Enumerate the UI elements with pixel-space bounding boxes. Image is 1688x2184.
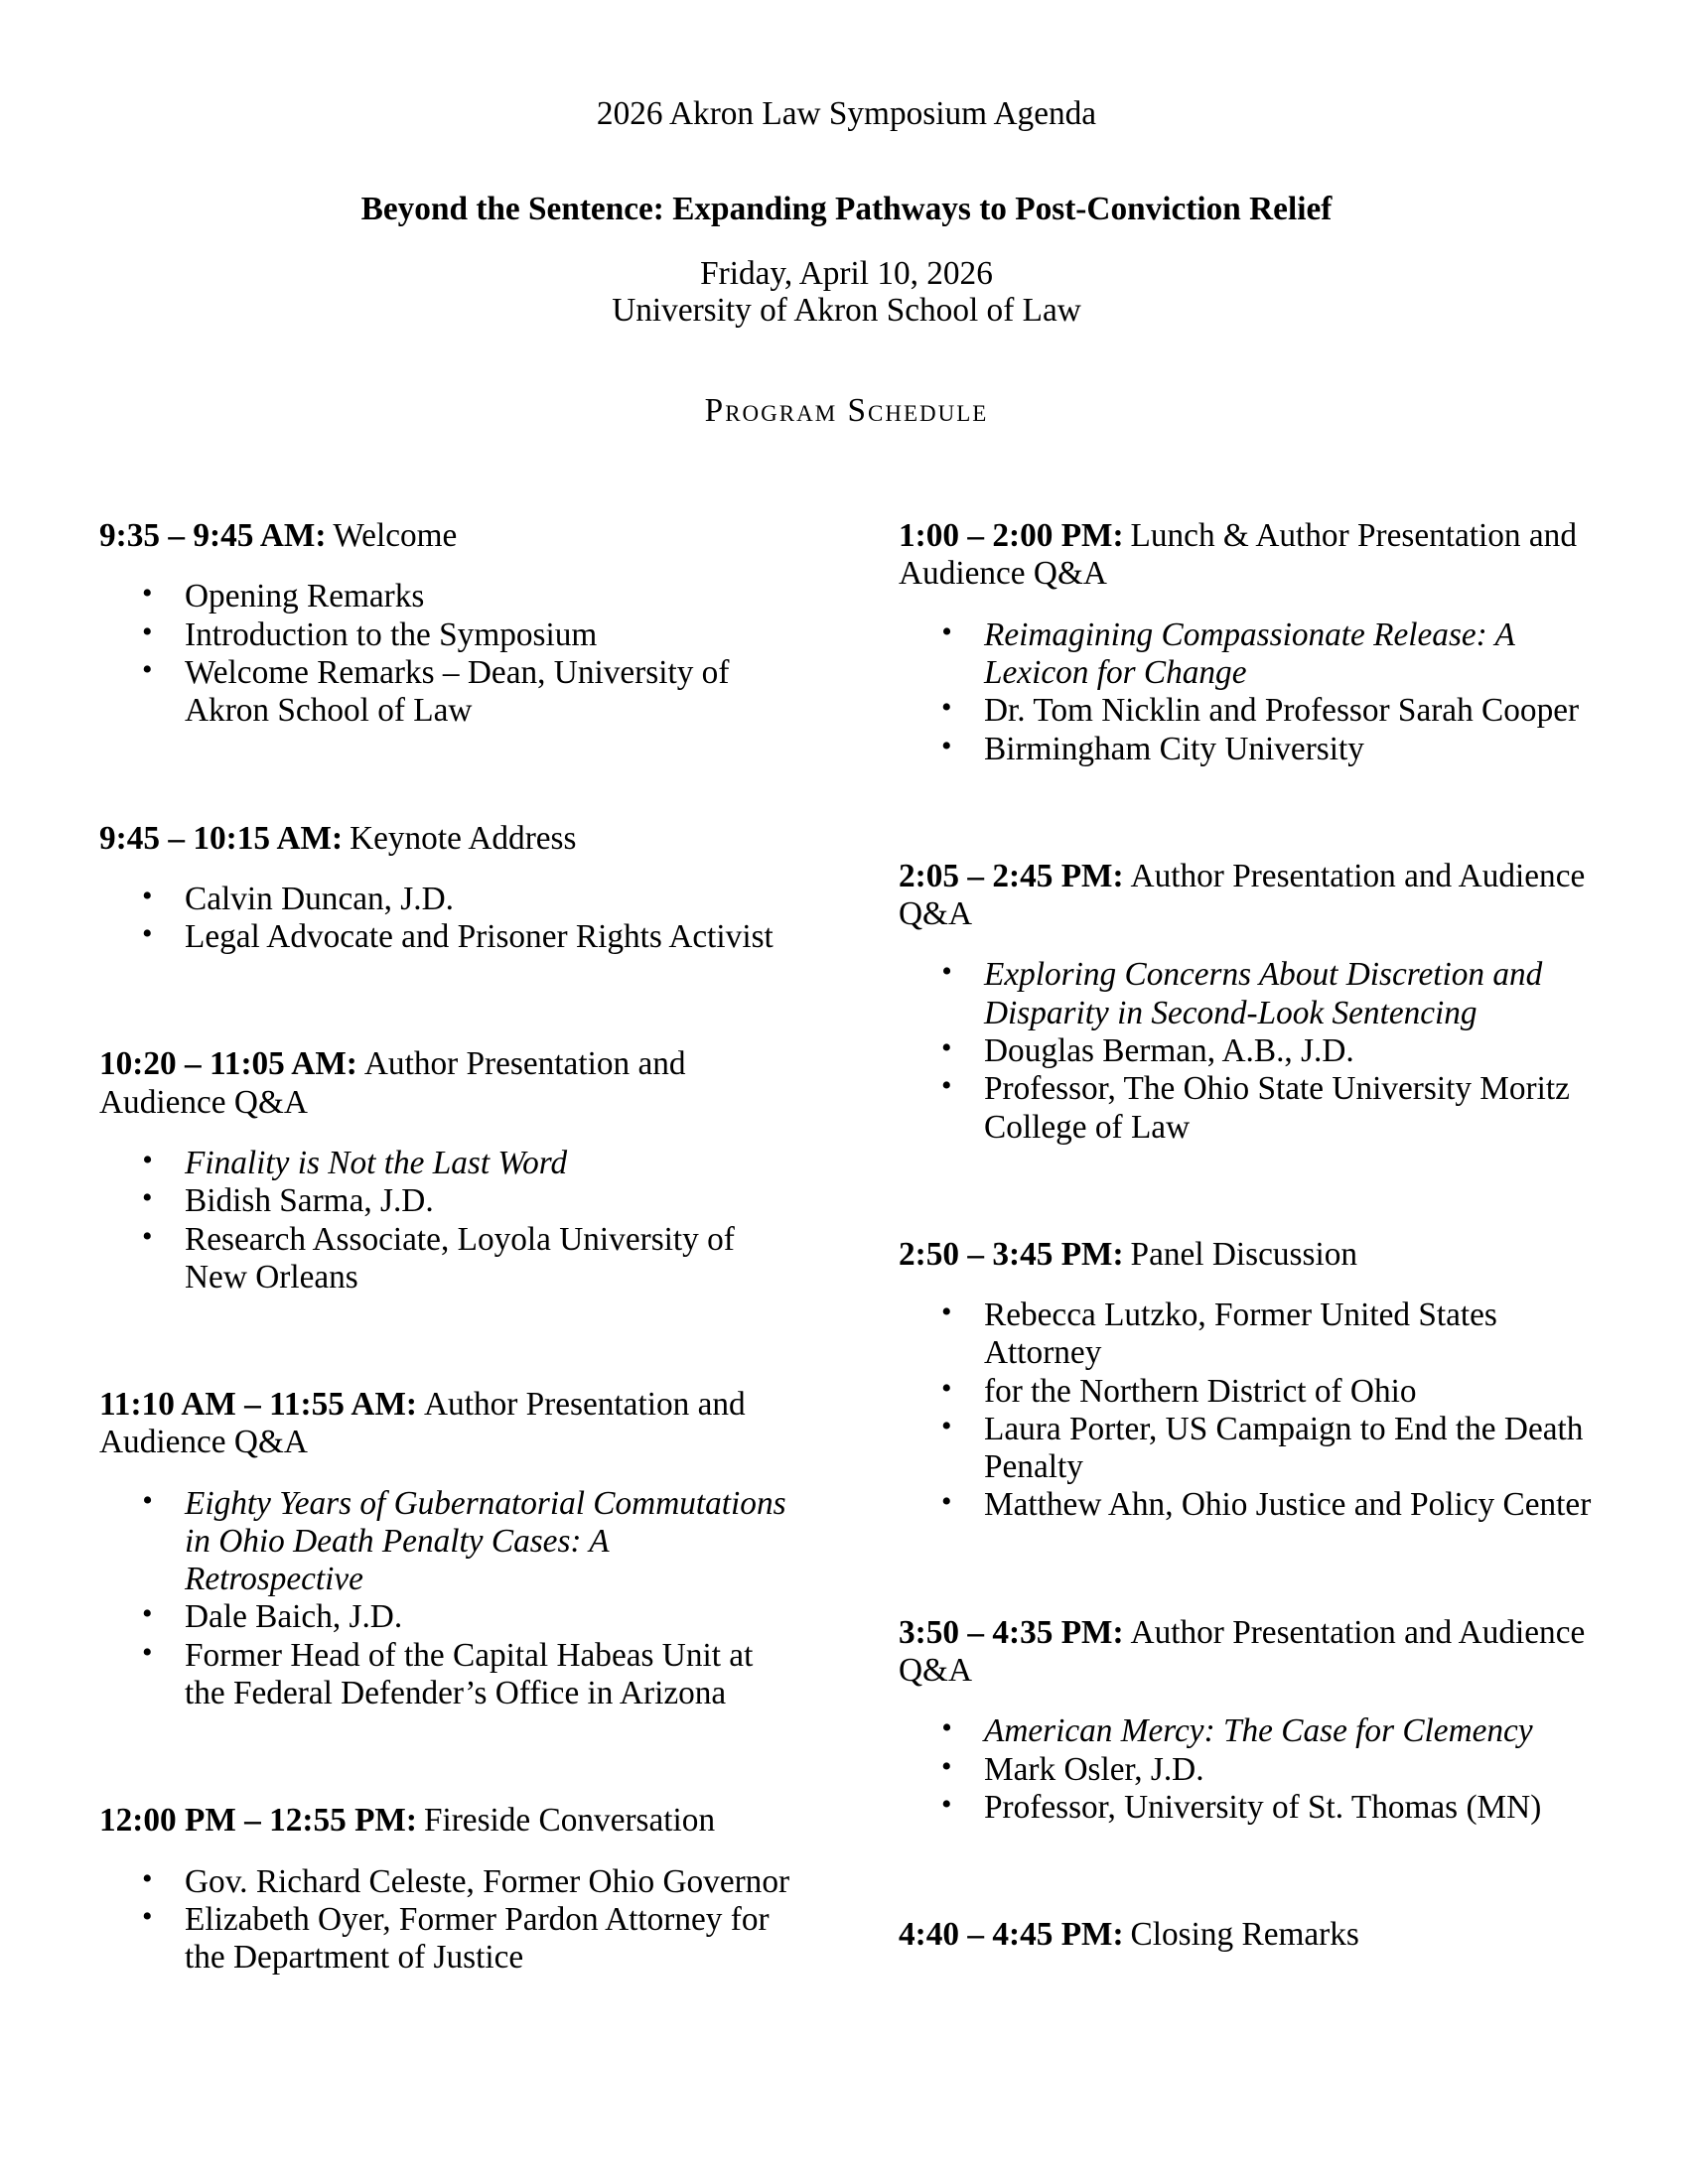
agenda-list bbox=[899, 956, 1594, 1146]
session-title: Closing Remarks bbox=[1130, 1916, 1359, 1954]
session-title: Author Presentation and Audience Q&A bbox=[899, 1613, 1586, 1690]
bullet-icon: • bbox=[142, 1219, 153, 1253]
session-title: Author Presentation and Audience Q&A bbox=[99, 1045, 686, 1121]
session-block bbox=[899, 1614, 1594, 1827]
agenda-item: • Reimagining Compassionate Release: A Lexicon for Change bbox=[941, 614, 1515, 691]
bullet-icon: • bbox=[941, 1030, 952, 1064]
bullet-icon: • bbox=[142, 1899, 153, 1933]
session-title: Panel Discussion bbox=[1130, 1235, 1357, 1273]
agenda-list bbox=[99, 1863, 794, 1978]
bullet-icon: • bbox=[941, 1749, 952, 1783]
agenda-item: • Dale Baich, J.D. bbox=[142, 1597, 403, 1636]
agenda-item: • Finality is Not the Last Word bbox=[142, 1143, 568, 1181]
session-time: 2:05 – 2:45 PM: bbox=[899, 857, 1124, 894]
session-header bbox=[99, 1045, 794, 1122]
agenda-item: • Opening Remarks bbox=[142, 577, 425, 615]
bullet-icon: • bbox=[142, 652, 153, 686]
session-time: 9:35 – 9:45 AM: bbox=[99, 517, 327, 555]
agenda-item: • Professor, The Ohio State University Moritz College of Law bbox=[941, 1069, 1570, 1146]
bullet-icon: • bbox=[941, 1296, 952, 1329]
session-header bbox=[99, 517, 794, 555]
session-block bbox=[899, 1236, 1594, 1525]
agenda-item: • Matthew Ahn, Ohio Justice and Policy Center bbox=[941, 1485, 1592, 1524]
agenda-item: • Legal Advocate and Prisoner Rights Activist bbox=[142, 917, 774, 956]
agenda-item: • American Mercy: The Case for Clemency bbox=[941, 1711, 1533, 1750]
session-block bbox=[99, 820, 794, 957]
session-time: 10:20 – 11:05 AM: bbox=[99, 1045, 357, 1083]
session-block bbox=[99, 1386, 794, 1712]
agenda-columns bbox=[99, 517, 1594, 2066]
bullet-icon: • bbox=[941, 1787, 952, 1821]
agenda-item: • Eighty Years of Gubernatorial Commutations in Ohio Death Penalty Cases: A Retrospective bbox=[142, 1483, 786, 1598]
event-date: Friday, April 10, 2026 bbox=[700, 254, 993, 292]
session-block bbox=[99, 517, 794, 730]
agenda-list bbox=[899, 1712, 1594, 1827]
session-title: Lunch & Author Presentation and Audience Q&A bbox=[899, 517, 1577, 593]
agenda-item: • Welcome Remarks – Dean, University of Akron School of Law bbox=[142, 652, 730, 730]
agenda-item: • Dr. Tom Nicklin and Professor Sarah Cooper bbox=[941, 691, 1580, 730]
agenda-list bbox=[99, 881, 794, 957]
agenda-item: • Exploring Concerns About Discretion and Disparity in Second-Look Sentencing bbox=[941, 955, 1543, 1031]
bullet-icon: • bbox=[142, 1597, 153, 1631]
bullet-icon: • bbox=[142, 1143, 153, 1176]
session-header bbox=[899, 1614, 1594, 1691]
agenda-item: • Elizabeth Oyer, Former Pardon Attorney for the Department of Justice bbox=[142, 1899, 770, 1977]
agenda-list bbox=[99, 578, 794, 730]
agenda-item: • Mark Osler, J.D. bbox=[941, 1749, 1204, 1788]
bullet-icon: • bbox=[941, 729, 952, 762]
session-header bbox=[899, 1236, 1594, 1274]
agenda-column-right bbox=[899, 517, 1594, 2043]
bullet-icon: • bbox=[142, 879, 153, 912]
agenda-item: • Birmingham City University bbox=[941, 729, 1364, 767]
agenda-item: • Former Head of the Capital Habeas Unit at the Federal Defender’s Office in Arizona bbox=[142, 1635, 754, 1712]
bullet-icon: • bbox=[941, 1711, 952, 1745]
bullet-icon: • bbox=[941, 955, 952, 989]
agenda-list bbox=[99, 1145, 794, 1297]
session-title: Author Presentation and Audience Q&A bbox=[99, 1386, 746, 1461]
agenda-item: • Research Associate, Loyola University of New Orleans bbox=[142, 1219, 735, 1296]
document-dateline bbox=[99, 255, 1594, 330]
session-block bbox=[899, 517, 1594, 768]
session-time: 9:45 – 10:15 AM: bbox=[99, 819, 344, 857]
session-header bbox=[899, 517, 1594, 594]
session-title: Welcome bbox=[333, 517, 458, 555]
bullet-icon: • bbox=[941, 1371, 952, 1405]
session-time: 12:00 PM – 12:55 PM: bbox=[99, 1802, 417, 1840]
bullet-icon: • bbox=[142, 614, 153, 648]
agenda-item: • Calvin Duncan, J.D. bbox=[142, 879, 454, 917]
session-time: 2:50 – 3:45 PM: bbox=[899, 1235, 1124, 1273]
agenda-item: • Professor, University of St. Thomas (MN) bbox=[941, 1787, 1542, 1826]
bullet-icon: • bbox=[142, 577, 153, 611]
document-title: 2026 Akron Law Symposium Agenda bbox=[596, 95, 1097, 132]
session-title: Fireside Conversation bbox=[423, 1802, 716, 1840]
bullet-icon: • bbox=[142, 1483, 153, 1517]
agenda-item: • for the Northern District of Ohio bbox=[941, 1371, 1417, 1410]
agenda-item: • Bidish Sarma, J.D. bbox=[142, 1181, 434, 1220]
document-subtitle: Beyond the Sentence: Expanding Pathways to Post-Conviction Relief bbox=[360, 191, 1333, 228]
session-header bbox=[99, 820, 794, 858]
event-venue: University of Akron School of Law bbox=[612, 291, 1081, 329]
agenda-column-left bbox=[99, 517, 794, 2066]
agenda-item: • Gov. Richard Celeste, Former Ohio Governor bbox=[142, 1861, 790, 1900]
session-time: 3:50 – 4:35 PM: bbox=[899, 1613, 1124, 1651]
bullet-icon: • bbox=[941, 691, 952, 725]
bullet-icon: • bbox=[142, 1635, 153, 1669]
session-block bbox=[899, 858, 1594, 1147]
agenda-list bbox=[899, 1297, 1594, 1525]
agenda-item: • Douglas Berman, A.B., J.D. bbox=[941, 1030, 1354, 1069]
session-title: Author Presentation and Audience Q&A bbox=[899, 857, 1586, 933]
bullet-icon: • bbox=[941, 614, 952, 648]
bullet-icon: • bbox=[142, 917, 153, 951]
session-block bbox=[99, 1045, 794, 1297]
session-time: 4:40 – 4:45 PM: bbox=[899, 1916, 1124, 1954]
session-header bbox=[899, 1916, 1594, 1954]
agenda-list bbox=[899, 616, 1594, 768]
session-time: 1:00 – 2:00 PM: bbox=[899, 517, 1124, 555]
session-header bbox=[99, 1386, 794, 1462]
session-block bbox=[99, 1802, 794, 1977]
bullet-icon: • bbox=[142, 1861, 153, 1895]
bullet-icon: • bbox=[941, 1485, 952, 1519]
agenda-list bbox=[99, 1485, 794, 1713]
agenda-item: • Rebecca Lutzko, Former United States Attorney bbox=[941, 1296, 1497, 1372]
session-block bbox=[899, 1916, 1594, 1954]
program-schedule-heading: Program Schedule bbox=[704, 392, 989, 430]
session-header bbox=[899, 858, 1594, 934]
session-title: Keynote Address bbox=[350, 819, 577, 857]
bullet-icon: • bbox=[941, 1069, 952, 1103]
bullet-icon: • bbox=[142, 1181, 153, 1215]
agenda-item: • Laura Porter, US Campaign to End the Death Penalty bbox=[941, 1409, 1584, 1486]
session-header bbox=[99, 1802, 794, 1840]
bullet-icon: • bbox=[941, 1409, 952, 1442]
agenda-item: • Introduction to the Symposium bbox=[142, 614, 598, 653]
session-time: 11:10 AM – 11:55 AM: bbox=[99, 1386, 417, 1424]
